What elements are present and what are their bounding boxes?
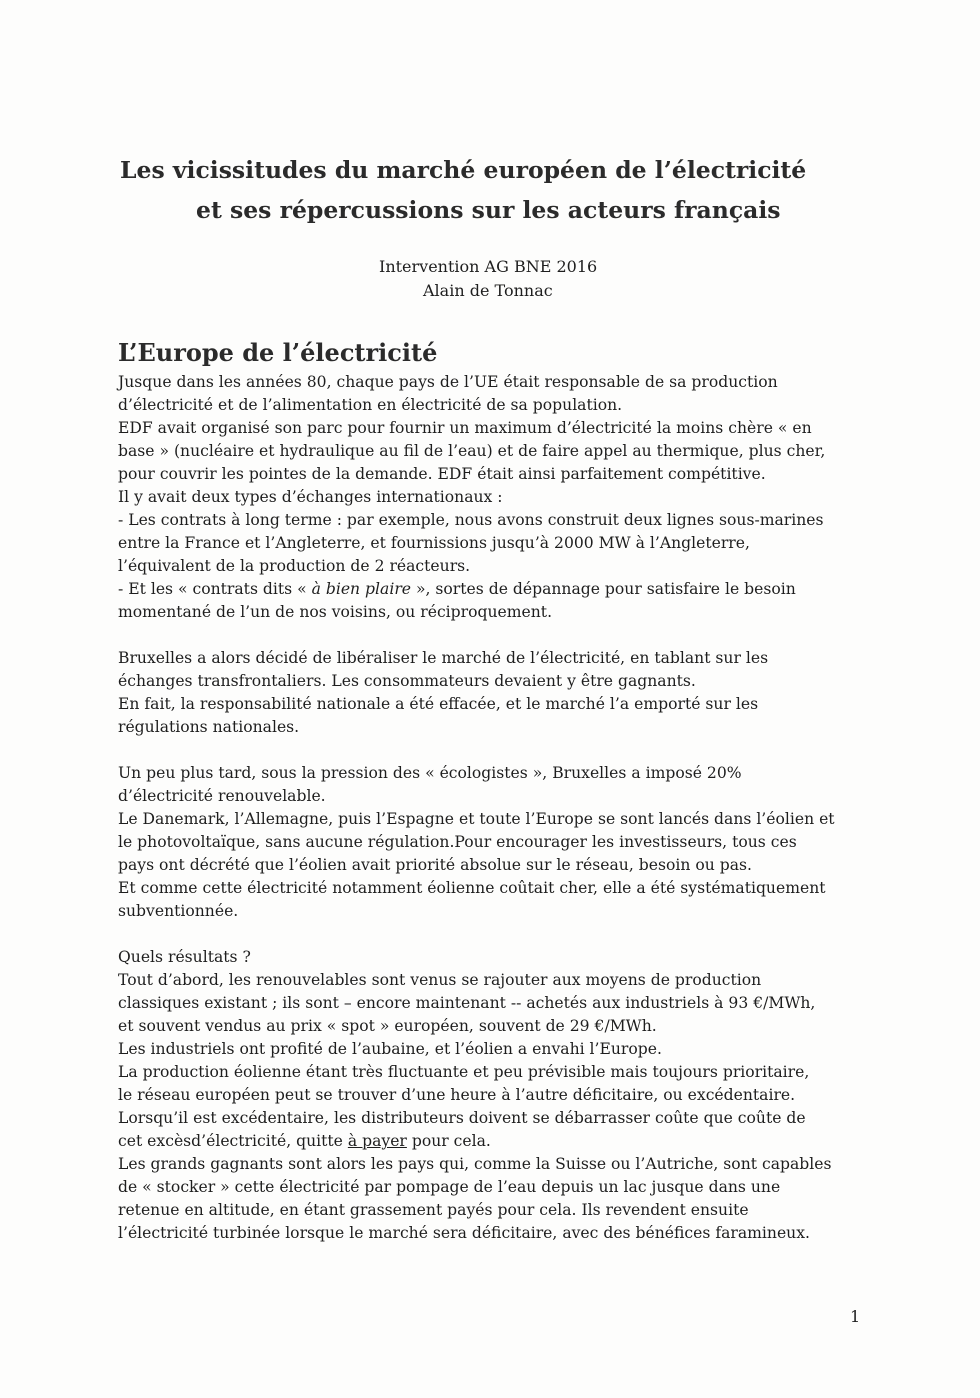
- text-line: pays ont décrété que l’éolien avait priorité absolue sur le réseau, besoin ou pas.: [118, 856, 752, 874]
- paragraph: [118, 371, 878, 624]
- text-line: base » (nucléaire et hydraulique au fil de l’eau) et de faire appel au thermique, plus cher,: [118, 442, 826, 460]
- text-line: pour couvrir les pointes de la demande. EDF était ainsi parfaitement compétitive.: [118, 465, 766, 483]
- text-line: cet excèsd’électricité, quitte à payer pour cela.: [118, 1132, 491, 1150]
- text-line: Bruxelles a alors décidé de libéraliser le marché de l’électricité, en tablant sur les: [118, 649, 769, 667]
- text-line: - Et les « contrats dits « à bien plaire », sortes de dépannage pour satisfaire le besoin: [118, 580, 796, 598]
- paragraph: [118, 946, 878, 1245]
- page-number: 1: [850, 1307, 861, 1326]
- text-line: subventionnée.: [118, 902, 239, 920]
- text-line: entre la France et l’Angleterre, et fournissions jusqu’à 2000 MW à l’Angleterre,: [118, 534, 750, 552]
- text-line: Lorsqu’il est excédentaire, les distributeurs doivent se débarrasser coûte que coûte de: [118, 1109, 806, 1127]
- text-line: Les industriels ont profité de l’aubaine, et l’éolien a envahi l’Europe.: [118, 1040, 662, 1058]
- paragraph: [118, 762, 878, 923]
- text-line: le photovoltaïque, sans aucune régulation.Pour encourager les investisseurs, tous ces: [118, 833, 797, 851]
- document-title: [0, 150, 980, 230]
- text-line: EDF avait organisé son parc pour fournir un maximum d’électricité la moins chère « en: [118, 419, 812, 437]
- text-line: Il y avait deux types d’échanges internationaux :: [118, 488, 503, 506]
- text-line: de « stocker » cette électricité par pompage de l’eau depuis un lac jusque dans une: [118, 1178, 781, 1196]
- text-line: Jusque dans les années 80, chaque pays de l’UE était responsable de sa production: [118, 373, 778, 391]
- author-name: Alain de Tonnac: [423, 281, 553, 300]
- text-line: échanges transfrontaliers. Les consommateurs devaient y être gagnants.: [118, 672, 696, 690]
- section-heading: L’Europe de l’électricité: [118, 338, 438, 367]
- text-line: retenue en altitude, en étant grassement payés pour cela. Ils revendent ensuite: [118, 1201, 749, 1219]
- title-line-1: Les vicissitudes du marché européen de l’électricité: [120, 156, 807, 184]
- text-line: et souvent vendus au prix « spot » européen, souvent de 29 €/MWh.: [118, 1017, 657, 1035]
- text-line: classiques existant ; ils sont – encore maintenant -- achetés aux industriels à 93 €/MWh,: [118, 994, 816, 1012]
- text-line: l’équivalent de la production de 2 réacteurs.: [118, 557, 471, 575]
- text-line: le réseau européen peut se trouver d’une heure à l’autre déficitaire, ou excédentaire.: [118, 1086, 796, 1104]
- text-line: l’électricité turbinée lorsque le marché sera déficitaire, avec des bénéfices faramineux.: [118, 1224, 810, 1242]
- text-line: - Les contrats à long terme : par exemple, nous avons construit deux lignes sous-marines: [118, 511, 824, 529]
- text-line: La production éolienne étant très fluctuante et peu prévisible mais toujours prioritaire,: [118, 1063, 810, 1081]
- text-line: Tout d’abord, les renouvelables sont venus se rajouter aux moyens de production: [118, 971, 762, 989]
- italic-phrase: à bien plaire: [311, 580, 411, 598]
- underlined-phrase: à payer: [347, 1132, 407, 1150]
- text-line: d’électricité renouvelable.: [118, 787, 326, 805]
- text-line: Et comme cette électricité notamment éolienne coûtait cher, elle a été systématiquement: [118, 879, 826, 897]
- byline: [0, 255, 980, 303]
- text-line: En fait, la responsabilité nationale a été effacée, et le marché l’a emporté sur les: [118, 695, 759, 713]
- text-line: momentané de l’un de nos voisins, ou réciproquement.: [118, 603, 553, 621]
- text-line: Le Danemark, l’Allemagne, puis l’Espagne et toute l’Europe se sont lancés dans l’éolien et: [118, 810, 835, 828]
- text-line: Un peu plus tard, sous la pression des « écologistes », Bruxelles a imposé 20%: [118, 764, 742, 782]
- event-name: Intervention AG BNE 2016: [379, 257, 598, 276]
- document-body: [118, 371, 878, 1245]
- title-line-2: et ses répercussions sur les acteurs français: [196, 196, 781, 224]
- paragraph: [118, 647, 878, 739]
- text-line: Quels résultats ?: [118, 948, 251, 966]
- text-line: Les grands gagnants sont alors les pays qui, comme la Suisse ou l’Autriche, sont capables: [118, 1155, 832, 1173]
- text-line: régulations nationales.: [118, 718, 300, 736]
- text-line: d’électricité et de l’alimentation en électricité de sa population.: [118, 396, 623, 414]
